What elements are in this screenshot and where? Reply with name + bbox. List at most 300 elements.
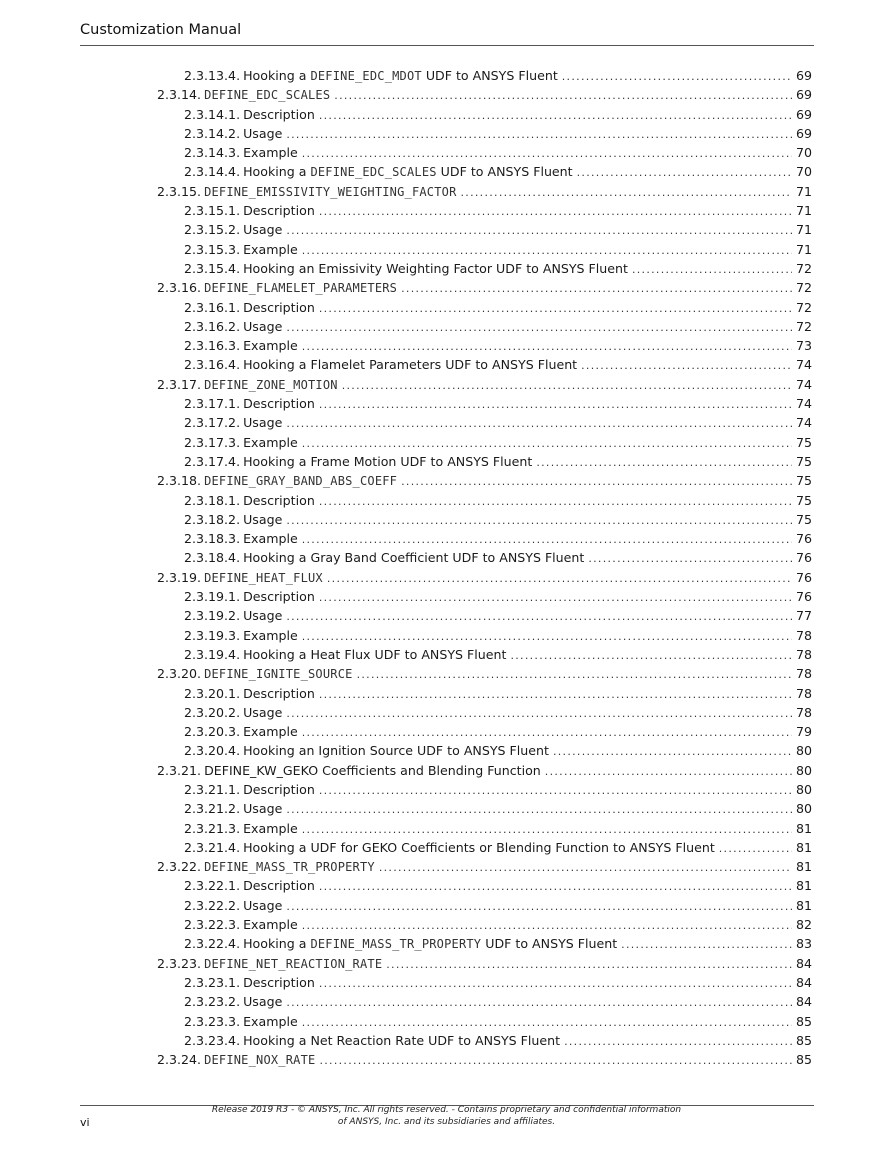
toc-section-title xyxy=(243,66,558,86)
toc-dot-leader xyxy=(286,125,792,144)
toc-title-text: Example xyxy=(243,917,298,933)
toc-section-title xyxy=(243,703,282,722)
toc-section-number: 2.3.20.2. xyxy=(184,704,241,720)
toc-entry[interactable] xyxy=(0,684,812,703)
toc-entry[interactable] xyxy=(0,433,812,452)
toc-section-number: 2.3.16.4. xyxy=(184,357,241,373)
toc-entry[interactable] xyxy=(0,838,812,857)
toc-section-number: 2.3.15.2. xyxy=(184,222,241,238)
toc-dot-leader xyxy=(302,530,792,549)
toc-page-number: 78 xyxy=(795,627,812,643)
toc-section-title xyxy=(243,606,282,625)
toc-entry[interactable] xyxy=(0,954,812,973)
toc-title-text: Description xyxy=(243,974,315,990)
toc-section-title xyxy=(243,259,628,278)
toc-page-number: 72 xyxy=(795,318,812,334)
toc-entry[interactable] xyxy=(0,182,812,201)
toc-page-number: 74 xyxy=(795,415,812,431)
toc-title-code: DEFINE_EMISSIVITY_WEIGHTING_FACTOR xyxy=(204,184,457,199)
toc-title-code: DEFINE_EDC_SCALES xyxy=(204,88,331,103)
toc-section-title xyxy=(204,375,338,395)
toc-entry[interactable] xyxy=(0,915,812,934)
toc-title-code: DEFINE_NOX_RATE xyxy=(204,1053,316,1068)
toc-page-number: 77 xyxy=(795,608,812,624)
toc-entry[interactable] xyxy=(0,529,812,548)
toc-page-number: 71 xyxy=(795,222,812,238)
toc-section-number: 2.3.21.1. xyxy=(184,781,241,797)
toc-title-text: Usage xyxy=(243,608,283,624)
toc-section-number: 2.3.17. xyxy=(157,376,202,392)
toc-entry[interactable] xyxy=(0,645,812,664)
footer-copyright-line: of ANSYS, Inc. and its subsidiaries and affiliates. xyxy=(337,1117,556,1127)
toc-page-number: 74 xyxy=(795,396,812,412)
toc-dot-leader xyxy=(588,549,792,568)
toc-section-title xyxy=(243,162,573,182)
toc-entry[interactable] xyxy=(0,143,812,162)
toc-page-number: 81 xyxy=(795,897,812,913)
toc-section-title xyxy=(243,684,315,703)
toc-section-number: 2.3.23.4. xyxy=(184,1032,241,1048)
toc-entry[interactable] xyxy=(0,298,812,317)
toc-title-code: DEFINE_MASS_TR_PROPERTY xyxy=(310,937,482,952)
toc-entry[interactable] xyxy=(0,568,812,587)
toc-page-number: 78 xyxy=(795,666,812,682)
toc-title-text: DEFINE_KW_GEKO Coefficients and Blending Function xyxy=(204,762,541,778)
toc-section-number: 2.3.20.3. xyxy=(184,724,241,740)
toc-page-number: 73 xyxy=(795,338,812,354)
toc-page-number: 80 xyxy=(795,781,812,797)
toc-section-number: 2.3.21.4. xyxy=(184,839,241,855)
toc-title-text: Example xyxy=(243,820,298,836)
toc-page-number: 80 xyxy=(795,762,812,778)
toc-dot-leader xyxy=(302,337,792,356)
toc-page-number: 71 xyxy=(795,241,812,257)
toc-section-number: 2.3.21. xyxy=(157,762,202,778)
toc-title-text: Hooking an Ignition Source UDF to ANSYS Fluent xyxy=(243,743,549,759)
toc-dot-leader xyxy=(319,974,792,993)
toc-entry[interactable] xyxy=(0,105,812,124)
toc-title-text: Description xyxy=(243,106,315,122)
toc-section-title xyxy=(243,934,617,954)
toc-entry[interactable] xyxy=(0,992,812,1011)
toc-page-number: 70 xyxy=(795,145,812,161)
toc-section-title xyxy=(243,780,315,799)
toc-entry[interactable] xyxy=(0,703,812,722)
toc-dot-leader xyxy=(286,993,792,1012)
toc-section-number: 2.3.20.1. xyxy=(184,685,241,701)
toc-title-text: Hooking a Flamelet Parameters UDF to ANSYS Fluent xyxy=(243,357,578,373)
toc-section-title xyxy=(243,355,577,374)
toc-dot-leader xyxy=(342,376,792,395)
toc-dot-leader xyxy=(302,144,792,163)
toc-dot-leader xyxy=(302,1013,792,1032)
toc-section-number: 2.3.14.4. xyxy=(184,164,241,180)
toc-section-title xyxy=(243,124,282,143)
toc-title-text: Description xyxy=(243,589,315,605)
toc-title-text: UDF to ANSYS Fluent xyxy=(481,936,618,952)
toc-entry[interactable] xyxy=(0,240,812,259)
toc-section-title xyxy=(243,838,715,857)
toc-page-number: 74 xyxy=(795,376,812,392)
toc-page-number: 84 xyxy=(795,974,812,990)
toc-section-title xyxy=(204,1050,315,1070)
toc-dot-leader xyxy=(510,646,792,665)
toc-entry[interactable] xyxy=(0,587,812,606)
footer-copyright-line: Release 2019 R3 - © ANSYS, Inc. All rights reserved. - Contains proprietary and confidential information xyxy=(211,1105,682,1115)
toc-title-text: Example xyxy=(243,627,298,643)
toc-title-code: DEFINE_IGNITE_SOURCE xyxy=(204,667,353,682)
toc-page-number: 76 xyxy=(795,531,812,547)
toc-dot-leader xyxy=(536,453,792,472)
toc-section-number: 2.3.17.1. xyxy=(184,396,241,412)
toc-title-text: Usage xyxy=(243,318,283,334)
toc-dot-leader xyxy=(319,685,792,704)
toc-page-number: 78 xyxy=(795,646,812,662)
toc-section-number: 2.3.14. xyxy=(157,87,202,103)
toc-title-text: Description xyxy=(243,203,315,219)
toc-section-title xyxy=(243,548,584,567)
toc-dot-leader xyxy=(286,414,792,433)
toc-section-number: 2.3.20.4. xyxy=(184,743,241,759)
toc-entry[interactable] xyxy=(0,876,812,895)
toc-section-title xyxy=(243,394,315,413)
toc-entry[interactable] xyxy=(0,1050,812,1069)
toc-title-code: DEFINE_EDC_MDOT xyxy=(310,69,422,83)
toc-section-number: 2.3.22.2. xyxy=(184,897,241,913)
toc-dot-leader xyxy=(286,221,792,240)
toc-title-text: Hooking a xyxy=(243,68,311,83)
toc-title-text: Example xyxy=(243,338,298,354)
toc-section-title xyxy=(243,220,282,239)
toc-entry[interactable] xyxy=(0,452,812,471)
toc-title-text: Description xyxy=(243,492,315,508)
toc-dot-leader xyxy=(319,492,792,511)
toc-section-title xyxy=(243,201,315,220)
toc-page-number: 75 xyxy=(795,492,812,508)
toc-title-text: Usage xyxy=(243,704,283,720)
toc-page-number: 69 xyxy=(795,106,812,122)
toc-page-number: 76 xyxy=(795,589,812,605)
toc-section-title xyxy=(243,491,315,510)
toc-section-number: 2.3.15.3. xyxy=(184,241,241,257)
table-of-contents xyxy=(0,66,893,1069)
toc-entry[interactable] xyxy=(0,1031,812,1050)
toc-page-number: 85 xyxy=(795,1052,812,1068)
toc-entry[interactable] xyxy=(0,394,812,413)
toc-title-code: DEFINE_FLAMELET_PARAMETERS xyxy=(204,281,398,296)
toc-section-number: 2.3.22.3. xyxy=(184,917,241,933)
toc-section-number: 2.3.13.4. xyxy=(184,68,241,83)
toc-section-number: 2.3.17.3. xyxy=(184,434,241,450)
toc-section-title xyxy=(243,1031,560,1050)
toc-page-number: 78 xyxy=(795,704,812,720)
toc-section-number: 2.3.21.2. xyxy=(184,801,241,817)
toc-section-number: 2.3.19. xyxy=(157,569,202,585)
toc-title-code: DEFINE_GRAY_BAND_ABS_COEFF xyxy=(204,474,398,489)
toc-section-title xyxy=(204,857,375,877)
toc-title-text: Usage xyxy=(243,415,283,431)
toc-page-number: 69 xyxy=(795,87,812,103)
toc-section-title xyxy=(243,336,298,355)
toc-section-title xyxy=(243,876,315,895)
toc-title-text: Description xyxy=(243,685,315,701)
toc-entry[interactable] xyxy=(0,355,812,374)
toc-section-title xyxy=(243,626,298,645)
toc-entry[interactable] xyxy=(0,375,812,394)
toc-title-code: DEFINE_HEAT_FLUX xyxy=(204,570,323,585)
toc-title-text: Example xyxy=(243,1013,298,1029)
toc-section-title xyxy=(204,954,382,974)
toc-page-number: 85 xyxy=(795,1032,812,1048)
toc-title-code: DEFINE_EDC_SCALES xyxy=(310,165,437,180)
toc-entry[interactable] xyxy=(0,606,812,625)
toc-dot-leader xyxy=(286,511,792,530)
toc-section-number: 2.3.19.4. xyxy=(184,646,241,662)
toc-section-title xyxy=(243,452,532,471)
toc-title-text: Hooking a UDF for GEKO Coefficients or Blending Function to ANSYS Fluent xyxy=(243,839,715,855)
toc-entry[interactable] xyxy=(0,85,812,104)
toc-section-title xyxy=(243,529,298,548)
toc-entry[interactable] xyxy=(0,896,812,915)
toc-dot-leader xyxy=(401,279,792,298)
toc-entry[interactable] xyxy=(0,973,812,992)
toc-entry[interactable] xyxy=(0,664,812,683)
toc-dot-leader xyxy=(553,742,792,761)
toc-section-number: 2.3.19.3. xyxy=(184,627,241,643)
toc-dot-leader xyxy=(319,877,792,896)
toc-page-number: 71 xyxy=(795,203,812,219)
toc-page-number: 81 xyxy=(795,878,812,894)
toc-entry[interactable] xyxy=(0,259,812,278)
toc-page-number: 72 xyxy=(795,260,812,276)
toc-section-number: 2.3.16.3. xyxy=(184,338,241,354)
toc-section-number: 2.3.14.2. xyxy=(184,125,241,141)
toc-section-title xyxy=(204,568,323,588)
toc-section-number: 2.3.16.1. xyxy=(184,299,241,315)
toc-dot-leader xyxy=(319,106,792,125)
toc-page-number: 84 xyxy=(795,955,812,971)
toc-entry[interactable] xyxy=(0,548,812,567)
running-header-title: Customization Manual xyxy=(80,22,242,38)
toc-dot-leader xyxy=(319,299,792,318)
toc-dot-leader xyxy=(302,916,792,935)
toc-dot-leader xyxy=(319,395,792,414)
toc-entry[interactable] xyxy=(0,626,812,645)
toc-page-number: 69 xyxy=(795,68,812,83)
toc-section-title xyxy=(243,413,282,432)
toc-page-number: 80 xyxy=(795,743,812,759)
toc-section-number: 2.3.19.1. xyxy=(184,589,241,605)
toc-title-text: Description xyxy=(243,396,315,412)
toc-entry[interactable] xyxy=(0,278,812,297)
toc-section-number: 2.3.15. xyxy=(157,183,202,199)
toc-page-number: 84 xyxy=(795,994,812,1010)
toc-dot-leader xyxy=(577,163,792,182)
toc-entry[interactable] xyxy=(0,491,812,510)
toc-title-text: Usage xyxy=(243,511,283,527)
toc-section-title xyxy=(243,799,282,818)
toc-page-number: 75 xyxy=(795,453,812,469)
toc-title-text: Example xyxy=(243,531,298,547)
toc-dot-leader xyxy=(286,897,792,916)
toc-section-title xyxy=(204,471,397,491)
toc-section-title xyxy=(243,317,282,336)
toc-section-number: 2.3.15.4. xyxy=(184,260,241,276)
toc-section-number: 2.3.20. xyxy=(157,666,202,682)
toc-section-title xyxy=(243,915,298,934)
toc-entry[interactable] xyxy=(0,124,812,143)
toc-page-number: 75 xyxy=(795,434,812,450)
toc-entry[interactable] xyxy=(0,934,812,953)
toc-title-text: Hooking a Gray Band Coefficient UDF to ANSYS Fluent xyxy=(243,550,585,566)
toc-section-number: 2.3.24. xyxy=(157,1052,202,1068)
toc-entry[interactable] xyxy=(0,220,812,239)
toc-entry[interactable] xyxy=(0,510,812,529)
toc-title-text: Example xyxy=(243,434,298,450)
toc-section-number: 2.3.18.2. xyxy=(184,511,241,527)
toc-section-title xyxy=(243,240,298,259)
toc-section-title xyxy=(204,278,397,298)
toc-page-number: 72 xyxy=(795,280,812,296)
toc-section-title xyxy=(243,143,298,162)
toc-section-number: 2.3.22.4. xyxy=(184,936,241,952)
toc-title-text: Hooking a Heat Flux UDF to ANSYS Fluent xyxy=(243,646,507,662)
toc-title-text: Description xyxy=(243,781,315,797)
toc-dot-leader xyxy=(461,183,792,202)
toc-dot-leader xyxy=(545,762,792,781)
toc-entry[interactable] xyxy=(0,471,812,490)
toc-section-number: 2.3.14.1. xyxy=(184,106,241,122)
toc-section-number: 2.3.23. xyxy=(157,955,202,971)
toc-title-text: Usage xyxy=(243,897,283,913)
toc-entry[interactable] xyxy=(0,201,812,220)
toc-entry[interactable] xyxy=(0,317,812,336)
toc-section-title xyxy=(243,896,282,915)
toc-dot-leader xyxy=(334,86,792,105)
toc-title-code: DEFINE_NET_REACTION_RATE xyxy=(204,956,383,971)
toc-title-text: Usage xyxy=(243,801,283,817)
toc-section-title xyxy=(243,992,282,1011)
toc-title-code: DEFINE_MASS_TR_PROPERTY xyxy=(204,860,375,875)
toc-entry[interactable] xyxy=(0,162,812,181)
toc-section-number: 2.3.22. xyxy=(157,859,202,875)
toc-title-text: Hooking an Emissivity Weighting Factor UDF to ANSYS Fluent xyxy=(243,260,628,276)
toc-page-number: 83 xyxy=(795,936,812,952)
toc-title-text: Example xyxy=(243,724,298,740)
toc-title-text: Usage xyxy=(243,125,283,141)
toc-title-text: UDF to ANSYS Fluent xyxy=(421,68,558,83)
toc-dot-leader xyxy=(319,588,792,607)
toc-section-title xyxy=(243,741,549,760)
toc-dot-leader xyxy=(621,935,792,954)
toc-dot-leader xyxy=(302,723,792,742)
toc-entry[interactable] xyxy=(0,741,812,760)
toc-entry[interactable] xyxy=(0,1012,812,1031)
toc-entry[interactable] xyxy=(0,413,812,432)
toc-page-number: 80 xyxy=(795,801,812,817)
toc-dot-leader xyxy=(581,356,792,375)
toc-section-title xyxy=(204,761,541,780)
toc-page-number: 70 xyxy=(795,164,812,180)
toc-entry[interactable] xyxy=(0,336,812,355)
toc-dot-leader xyxy=(302,241,792,260)
toc-entry[interactable] xyxy=(0,761,812,780)
toc-title-text: Hooking a Net Reaction Rate UDF to ANSYS Fluent xyxy=(243,1032,561,1048)
toc-page-number: 78 xyxy=(795,685,812,701)
toc-dot-leader xyxy=(286,704,792,723)
toc-section-number: 2.3.22.1. xyxy=(184,878,241,894)
toc-dot-leader xyxy=(379,858,792,877)
toc-section-number: 2.3.23.3. xyxy=(184,1013,241,1029)
toc-section-title xyxy=(243,105,315,124)
toc-section-title xyxy=(243,433,298,452)
toc-page-number: 85 xyxy=(795,1013,812,1029)
toc-page-number: 82 xyxy=(795,917,812,933)
toc-section-number: 2.3.17.2. xyxy=(184,415,241,431)
toc-title-text: Hooking a xyxy=(243,936,311,952)
toc-dot-leader xyxy=(286,607,792,626)
footer-page-number: vi xyxy=(80,1116,90,1129)
toc-section-number: 2.3.19.2. xyxy=(184,608,241,624)
toc-section-number: 2.3.16. xyxy=(157,280,202,296)
toc-dot-leader xyxy=(401,472,792,491)
toc-dot-leader xyxy=(564,1032,792,1051)
toc-title-text: UDF to ANSYS Fluent xyxy=(436,164,573,180)
toc-section-number: 2.3.15.1. xyxy=(184,203,241,219)
toc-section-title xyxy=(204,664,353,684)
toc-entry[interactable] xyxy=(0,722,812,741)
toc-section-number: 2.3.18.4. xyxy=(184,550,241,566)
toc-section-number: 2.3.18. xyxy=(157,473,202,489)
toc-entry[interactable] xyxy=(0,799,812,818)
toc-title-text: Usage xyxy=(243,994,283,1010)
toc-section-number: 2.3.17.4. xyxy=(184,453,241,469)
toc-title-text: Hooking a xyxy=(243,164,311,180)
toc-page-number: 76 xyxy=(795,550,812,566)
toc-dot-leader xyxy=(319,202,792,221)
toc-section-title xyxy=(243,973,315,992)
toc-dot-leader xyxy=(562,67,792,86)
toc-entry[interactable] xyxy=(0,819,812,838)
toc-page-number: 81 xyxy=(795,859,812,875)
toc-section-title xyxy=(243,722,298,741)
toc-section-number: 2.3.21.3. xyxy=(184,820,241,836)
toc-section-number: 2.3.23.2. xyxy=(184,994,241,1010)
toc-section-title xyxy=(204,182,456,202)
toc-entry[interactable] xyxy=(0,66,812,85)
toc-title-text: Example xyxy=(243,241,298,257)
toc-section-number: 2.3.16.2. xyxy=(184,318,241,334)
toc-page-number: 74 xyxy=(795,357,812,373)
toc-entry[interactable] xyxy=(0,857,812,876)
toc-entry[interactable] xyxy=(0,780,812,799)
toc-page-number: 69 xyxy=(795,125,812,141)
toc-dot-leader xyxy=(286,800,792,819)
toc-section-title xyxy=(243,819,298,838)
toc-dot-leader xyxy=(632,260,792,279)
toc-dot-leader xyxy=(319,781,792,800)
toc-title-text: Description xyxy=(243,878,315,894)
toc-dot-leader xyxy=(319,1051,792,1070)
toc-page-number: 81 xyxy=(795,839,812,855)
toc-title-text: Usage xyxy=(243,222,283,238)
toc-dot-leader xyxy=(286,318,792,337)
toc-title-text: Hooking a Frame Motion UDF to ANSYS Fluent xyxy=(243,453,533,469)
toc-section-title xyxy=(243,510,282,529)
toc-page-number: 75 xyxy=(795,511,812,527)
toc-dot-leader xyxy=(386,955,792,974)
toc-title-code: DEFINE_ZONE_MOTION xyxy=(204,377,338,392)
